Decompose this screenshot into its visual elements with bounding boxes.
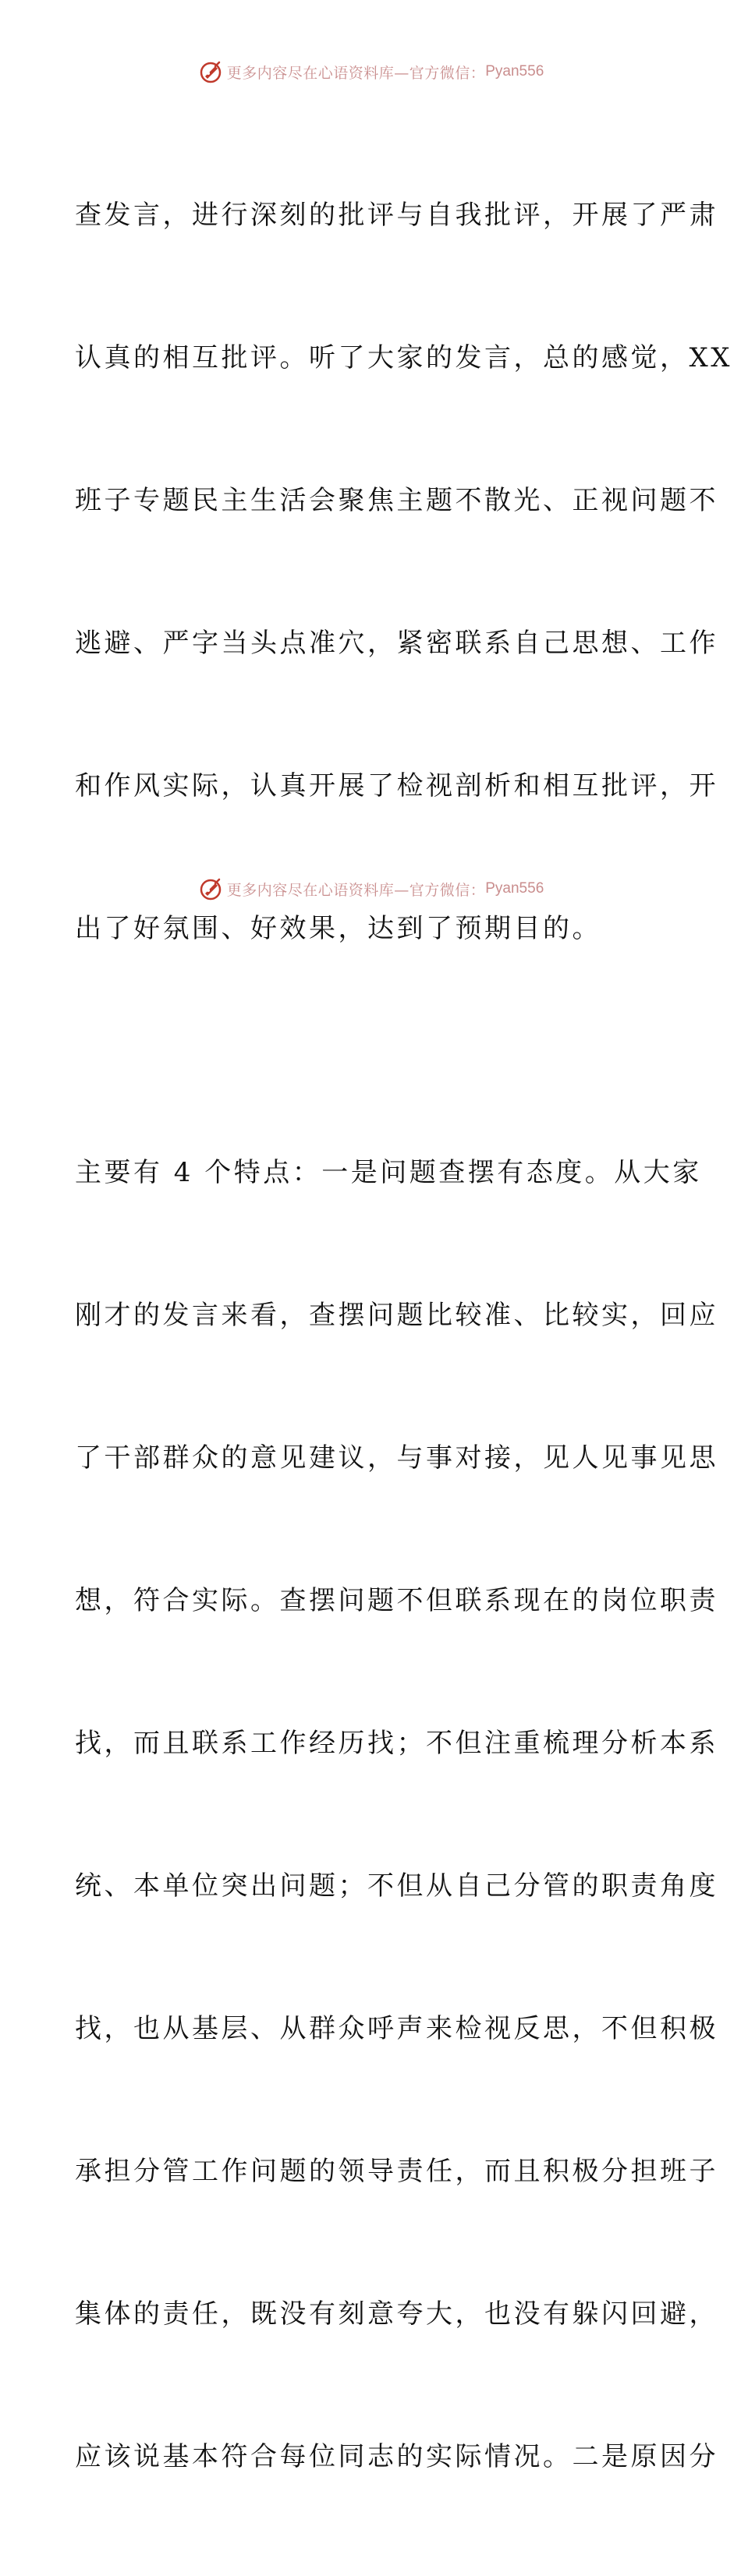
footer-watermark — [0, 873, 741, 904]
text-line: 应该说基本符合每位同志的实际情况。二是原因分 — [75, 2441, 718, 2472]
text-line: 找，而且联系工作经历找；不但注重梳理分析本系 — [75, 1728, 718, 1759]
text-line: 班子专题民主生活会聚焦主题不散光、正视问题不 — [75, 485, 718, 516]
text-line: 统、本单位突出问题；不但从自己分管的职责角度 — [75, 1870, 718, 1902]
text-line: 认真的相互批评。听了大家的发言，总的感觉，XX — [75, 342, 732, 373]
watermark-text: 更多内容尽在心语资料库—官方微信： — [226, 881, 486, 899]
text-line: 集体的责任，既没有刻意夸大，也没有躲闪回避， — [75, 2298, 718, 2330]
text-line: 逃避、严字当头点准穴，紧密联系自己思想、工作 — [75, 628, 718, 659]
text-line: 想，符合实际。查摆问题不但联系现在的岗位职责 — [75, 1585, 718, 1616]
text-line: 了干部群众的意见建议，与事对接，见人见事见思 — [75, 1442, 718, 1474]
paragraph-gap — [75, 1048, 668, 1054]
text-line: 查发言，进行深刻的批评与自我批评，开展了严肃 — [75, 200, 718, 231]
paragraph-2 — [75, 1054, 718, 2576]
paragraph-1 — [75, 97, 732, 1048]
text-line: 刚才的发言来看，查摆问题比较准、比较实，回应 — [75, 1300, 718, 1331]
text-line: 承担分管工作问题的领导责任，而且积极分担班子 — [75, 2156, 718, 2187]
text-line: 和作风实际，认真开展了检视剖析和相互批评，开 — [75, 770, 718, 801]
brand-logo-icon — [197, 58, 224, 85]
brand-logo-icon — [197, 876, 224, 902]
text-line: 找，也从基层、从群众呼声来检视反思，不但积极 — [75, 2013, 718, 2044]
watermark-handle: Pyan556 — [485, 63, 544, 80]
header-watermark — [0, 56, 741, 87]
text-line: 出了好氛围、好效果，达到了预期目的。 — [75, 913, 601, 944]
text-line: 主要有 4 个特点：一是问题查摆有态度。从大家 — [75, 1157, 702, 1188]
watermark-handle: Pyan556 — [485, 880, 544, 897]
document-body — [75, 97, 732, 2576]
watermark-text: 更多内容尽在心语资料库—官方微信： — [226, 64, 486, 82]
